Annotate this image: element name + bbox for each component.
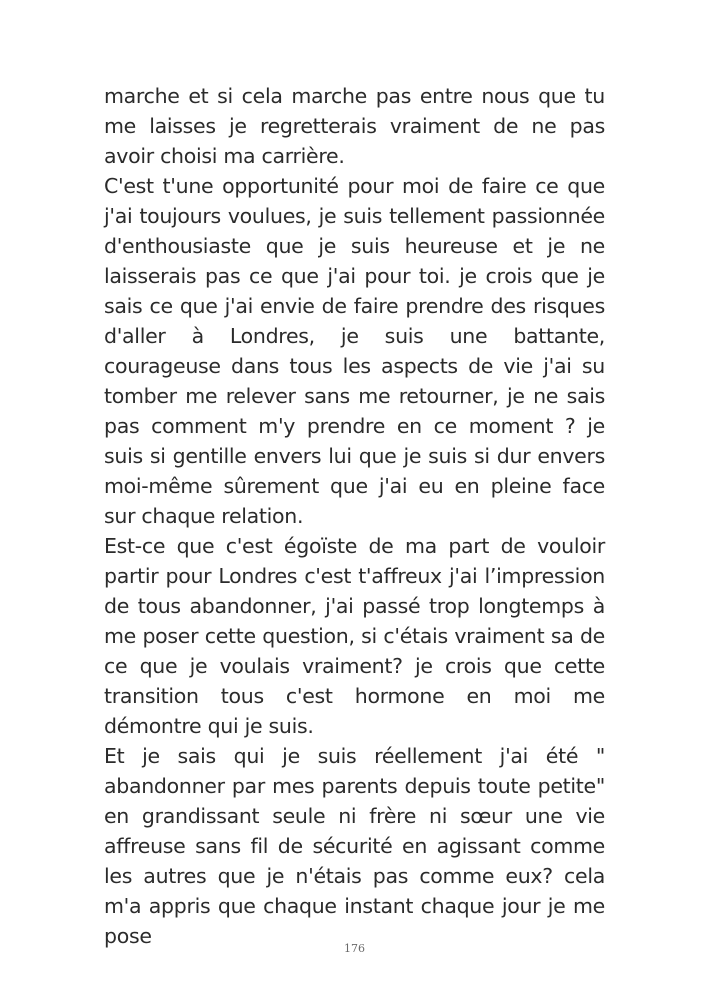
page-number: 176 — [344, 942, 365, 955]
paragraph: C'est t'une opportunité pour moi de faire ce que j'ai toujours voulues, je suis tellement passionnée d'enthousiaste que je suis heureuse et je ne laisserais pas ce que j'ai pour toi. je crois que je sais ce que j'ai envie de faire prendre des risques d'aller à Londres, je suis une battante, courageuse dans tous les aspects de vie j'ai su tomber me relever sans me retourner, je ne sais pas comment m'y prendre en ce moment ? je suis si gentille envers lui que je suis si dur envers moi-même sûrement que j'ai eu en pleine face sur chaque relation. — [104, 174, 605, 528]
body-text — [104, 81, 605, 951]
paragraph: Est-ce que c'est égoïste de ma part de vouloir partir pour Londres c'est t'affreux j'ai l’impression de tous abandonner, j'ai passé trop longtemps à me poser cette question, si c'étais vraiment sa de ce que je voulais vraiment? je crois que cette transition tous c'est hormone en moi me démontre qui je suis. — [104, 534, 605, 738]
paragraph: Et je sais qui je suis réellement j'ai été " abandonner par mes parents depuis toute petite" en grandissant seule ni frère ni sœur une vie affreuse sans fil de sécurité en agissant comme les autres que je n'étais pas comme eux? cela m'a appris que chaque instant chaque jour je me pose — [104, 744, 605, 948]
paragraph: marche et si cela marche pas entre nous que tu me laisses je regretterais vraiment de ne pas avoir choisi ma carrière. — [104, 84, 605, 168]
